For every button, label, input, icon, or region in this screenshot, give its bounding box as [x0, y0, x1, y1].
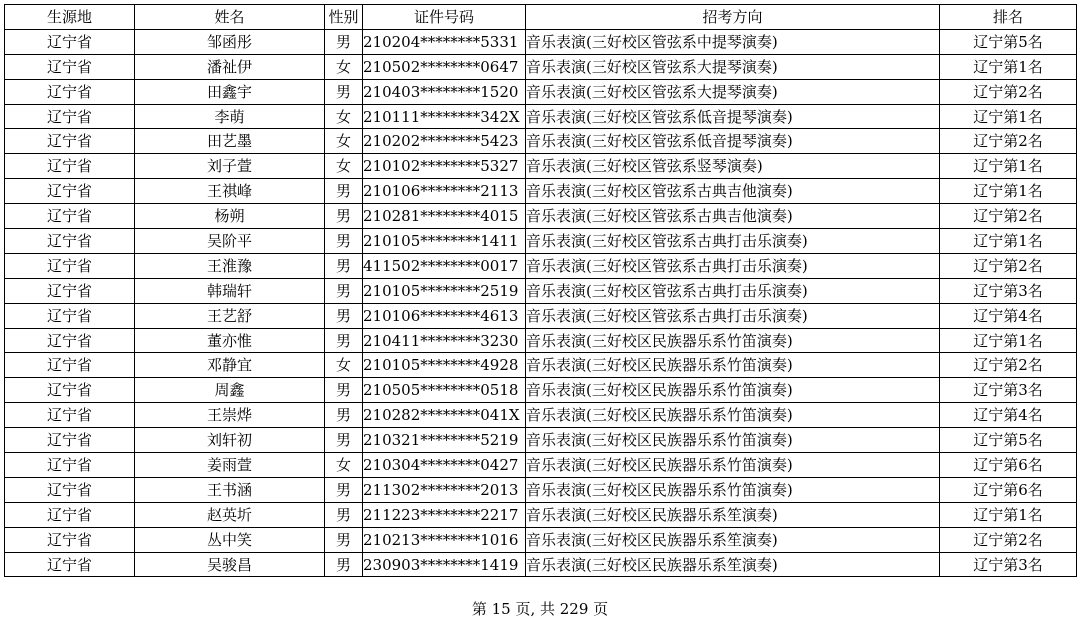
- cell-gender: 男: [325, 79, 363, 104]
- table-row: [5, 253, 1077, 278]
- cell-id-number: 211302********2013: [363, 477, 526, 502]
- header-direction: 招考方向: [526, 5, 940, 30]
- cell-name: 田鑫宇: [135, 79, 325, 104]
- cell-name: 王书涵: [135, 477, 325, 502]
- cell-name: 杨朔: [135, 204, 325, 229]
- cell-gender: 男: [325, 552, 363, 577]
- cell-rank: 辽宁第6名: [940, 453, 1077, 478]
- table-row: [5, 453, 1077, 478]
- cell-name: 周鑫: [135, 378, 325, 403]
- cell-direction: 音乐表演(三好校区管弦系低音提琴演奏): [526, 104, 940, 129]
- cell-direction: 音乐表演(三好校区管弦系竖琴演奏): [526, 154, 940, 179]
- cell-id-number: 210111********342X: [363, 104, 526, 129]
- cell-direction: 音乐表演(三好校区管弦系大提琴演奏): [526, 79, 940, 104]
- cell-direction: 音乐表演(三好校区民族器乐系竹笛演奏): [526, 403, 940, 428]
- cell-name: 李萌: [135, 104, 325, 129]
- cell-rank: 辽宁第1名: [940, 502, 1077, 527]
- cell-gender: 女: [325, 104, 363, 129]
- cell-name: 董亦惟: [135, 328, 325, 353]
- cell-id-number: 210304********0427: [363, 453, 526, 478]
- cell-id-number: 210505********0518: [363, 378, 526, 403]
- cell-gender: 男: [325, 378, 363, 403]
- cell-direction: 音乐表演(三好校区民族器乐系竹笛演奏): [526, 428, 940, 453]
- cell-origin: 辽宁省: [5, 204, 135, 229]
- cell-id-number: 210403********1520: [363, 79, 526, 104]
- cell-origin: 辽宁省: [5, 552, 135, 577]
- cell-name: 邓静宜: [135, 353, 325, 378]
- cell-name: 王崇烨: [135, 403, 325, 428]
- cell-origin: 辽宁省: [5, 477, 135, 502]
- cell-origin: 辽宁省: [5, 328, 135, 353]
- table-row: [5, 477, 1077, 502]
- table-row: [5, 104, 1077, 129]
- cell-id-number: 411502********0017: [363, 253, 526, 278]
- cell-id-number: 210106********4613: [363, 303, 526, 328]
- cell-name: 韩瑞轩: [135, 278, 325, 303]
- table-row: [5, 502, 1077, 527]
- cell-direction: 音乐表演(三好校区民族器乐系竹笛演奏): [526, 453, 940, 478]
- cell-gender: 男: [325, 477, 363, 502]
- cell-id-number: 210202********5423: [363, 129, 526, 154]
- cell-rank: 辽宁第6名: [940, 477, 1077, 502]
- cell-rank: 辽宁第5名: [940, 428, 1077, 453]
- header-gender: 性别: [325, 5, 363, 30]
- cell-gender: 男: [325, 229, 363, 254]
- cell-gender: 女: [325, 453, 363, 478]
- cell-direction: 音乐表演(三好校区管弦系古典吉他演奏): [526, 204, 940, 229]
- table-row: [5, 154, 1077, 179]
- table-row: [5, 328, 1077, 353]
- cell-id-number: 210102********5327: [363, 154, 526, 179]
- table-row: [5, 204, 1077, 229]
- cell-gender: 女: [325, 129, 363, 154]
- table-row: [5, 378, 1077, 403]
- table-row: [5, 179, 1077, 204]
- cell-rank: 辽宁第1名: [940, 229, 1077, 254]
- cell-name: 潘祉伊: [135, 54, 325, 79]
- cell-origin: 辽宁省: [5, 403, 135, 428]
- cell-direction: 音乐表演(三好校区管弦系古典吉他演奏): [526, 179, 940, 204]
- cell-origin: 辽宁省: [5, 502, 135, 527]
- cell-origin: 辽宁省: [5, 129, 135, 154]
- cell-name: 王淮豫: [135, 253, 325, 278]
- table-row: [5, 129, 1077, 154]
- cell-origin: 辽宁省: [5, 353, 135, 378]
- cell-origin: 辽宁省: [5, 303, 135, 328]
- table-row: [5, 278, 1077, 303]
- cell-rank: 辽宁第4名: [940, 403, 1077, 428]
- admission-roster-table: [4, 4, 1077, 577]
- cell-origin: 辽宁省: [5, 527, 135, 552]
- cell-direction: 音乐表演(三好校区管弦系低音提琴演奏): [526, 129, 940, 154]
- cell-gender: 女: [325, 353, 363, 378]
- cell-name: 吴阶平: [135, 229, 325, 254]
- cell-rank: 辽宁第2名: [940, 527, 1077, 552]
- cell-rank: 辽宁第4名: [940, 303, 1077, 328]
- table-row: [5, 79, 1077, 104]
- cell-direction: 音乐表演(三好校区管弦系古典打击乐演奏): [526, 229, 940, 254]
- cell-name: 姜雨萱: [135, 453, 325, 478]
- cell-direction: 音乐表演(三好校区管弦系古典打击乐演奏): [526, 253, 940, 278]
- cell-id-number: 210204********5331: [363, 29, 526, 54]
- cell-origin: 辽宁省: [5, 278, 135, 303]
- cell-rank: 辽宁第5名: [940, 29, 1077, 54]
- table-row: [5, 303, 1077, 328]
- cell-id-number: 210105********2519: [363, 278, 526, 303]
- cell-gender: 男: [325, 204, 363, 229]
- cell-rank: 辽宁第2名: [940, 253, 1077, 278]
- cell-id-number: 210411********3230: [363, 328, 526, 353]
- cell-origin: 辽宁省: [5, 29, 135, 54]
- table-row: [5, 527, 1077, 552]
- cell-direction: 音乐表演(三好校区管弦系中提琴演奏): [526, 29, 940, 54]
- cell-direction: 音乐表演(三好校区管弦系古典打击乐演奏): [526, 303, 940, 328]
- cell-rank: 辽宁第1名: [940, 179, 1077, 204]
- cell-rank: 辽宁第2名: [940, 129, 1077, 154]
- table-row: [5, 29, 1077, 54]
- cell-name: 刘轩初: [135, 428, 325, 453]
- cell-id-number: 210281********4015: [363, 204, 526, 229]
- cell-name: 丛中笑: [135, 527, 325, 552]
- cell-name: 王艺舒: [135, 303, 325, 328]
- cell-origin: 辽宁省: [5, 428, 135, 453]
- cell-rank: 辽宁第2名: [940, 204, 1077, 229]
- cell-gender: 男: [325, 303, 363, 328]
- cell-direction: 音乐表演(三好校区管弦系大提琴演奏): [526, 54, 940, 79]
- cell-direction: 音乐表演(三好校区民族器乐系竹笛演奏): [526, 378, 940, 403]
- page-number: 第 15 页, 共 229 页: [471, 600, 609, 618]
- cell-origin: 辽宁省: [5, 54, 135, 79]
- cell-gender: 男: [325, 179, 363, 204]
- cell-rank: 辽宁第1名: [940, 104, 1077, 129]
- cell-rank: 辽宁第1名: [940, 154, 1077, 179]
- cell-gender: 男: [325, 527, 363, 552]
- cell-name: 王祺峰: [135, 179, 325, 204]
- cell-direction: 音乐表演(三好校区民族器乐系笙演奏): [526, 552, 940, 577]
- cell-origin: 辽宁省: [5, 104, 135, 129]
- cell-rank: 辽宁第2名: [940, 79, 1077, 104]
- table-row: [5, 552, 1077, 577]
- table-row: [5, 229, 1077, 254]
- header-row: [5, 5, 1077, 30]
- cell-gender: 男: [325, 403, 363, 428]
- cell-gender: 男: [325, 278, 363, 303]
- cell-gender: 男: [325, 29, 363, 54]
- cell-direction: 音乐表演(三好校区民族器乐系竹笛演奏): [526, 477, 940, 502]
- table-row: [5, 428, 1077, 453]
- cell-name: 田艺墨: [135, 129, 325, 154]
- cell-origin: 辽宁省: [5, 253, 135, 278]
- cell-origin: 辽宁省: [5, 154, 135, 179]
- cell-id-number: 210213********1016: [363, 527, 526, 552]
- cell-rank: 辽宁第2名: [940, 353, 1077, 378]
- cell-direction: 音乐表演(三好校区民族器乐系笙演奏): [526, 502, 940, 527]
- table-body: [5, 29, 1077, 577]
- cell-rank: 辽宁第3名: [940, 278, 1077, 303]
- cell-name: 刘子萱: [135, 154, 325, 179]
- cell-id-number: 210105********4928: [363, 353, 526, 378]
- cell-id-number: 210105********1411: [363, 229, 526, 254]
- cell-origin: 辽宁省: [5, 179, 135, 204]
- cell-rank: 辽宁第1名: [940, 54, 1077, 79]
- cell-id-number: 211223********2217: [363, 502, 526, 527]
- table-row: [5, 353, 1077, 378]
- table-row: [5, 54, 1077, 79]
- cell-rank: 辽宁第1名: [940, 328, 1077, 353]
- cell-id-number: 230903********1419: [363, 552, 526, 577]
- cell-origin: 辽宁省: [5, 79, 135, 104]
- cell-direction: 音乐表演(三好校区民族器乐系竹笛演奏): [526, 353, 940, 378]
- cell-name: 吴骏昌: [135, 552, 325, 577]
- cell-id-number: 210106********2113: [363, 179, 526, 204]
- cell-gender: 男: [325, 328, 363, 353]
- cell-gender: 男: [325, 253, 363, 278]
- cell-origin: 辽宁省: [5, 453, 135, 478]
- cell-origin: 辽宁省: [5, 378, 135, 403]
- cell-direction: 音乐表演(三好校区民族器乐系笙演奏): [526, 527, 940, 552]
- cell-gender: 女: [325, 54, 363, 79]
- table-row: [5, 403, 1077, 428]
- cell-direction: 音乐表演(三好校区民族器乐系竹笛演奏): [526, 328, 940, 353]
- cell-id-number: 210502********0647: [363, 54, 526, 79]
- cell-direction: 音乐表演(三好校区管弦系古典打击乐演奏): [526, 278, 940, 303]
- header-id-number: 证件号码: [363, 5, 526, 30]
- header-rank: 排名: [940, 5, 1077, 30]
- cell-gender: 男: [325, 428, 363, 453]
- cell-rank: 辽宁第3名: [940, 552, 1077, 577]
- header-name: 姓名: [135, 5, 325, 30]
- cell-origin: 辽宁省: [5, 229, 135, 254]
- cell-id-number: 210321********5219: [363, 428, 526, 453]
- cell-rank: 辽宁第3名: [940, 378, 1077, 403]
- cell-gender: 男: [325, 502, 363, 527]
- cell-gender: 女: [325, 154, 363, 179]
- cell-name: 赵英圻: [135, 502, 325, 527]
- cell-id-number: 210282********041X: [363, 403, 526, 428]
- cell-name: 邹函彤: [135, 29, 325, 54]
- header-origin: 生源地: [5, 5, 135, 30]
